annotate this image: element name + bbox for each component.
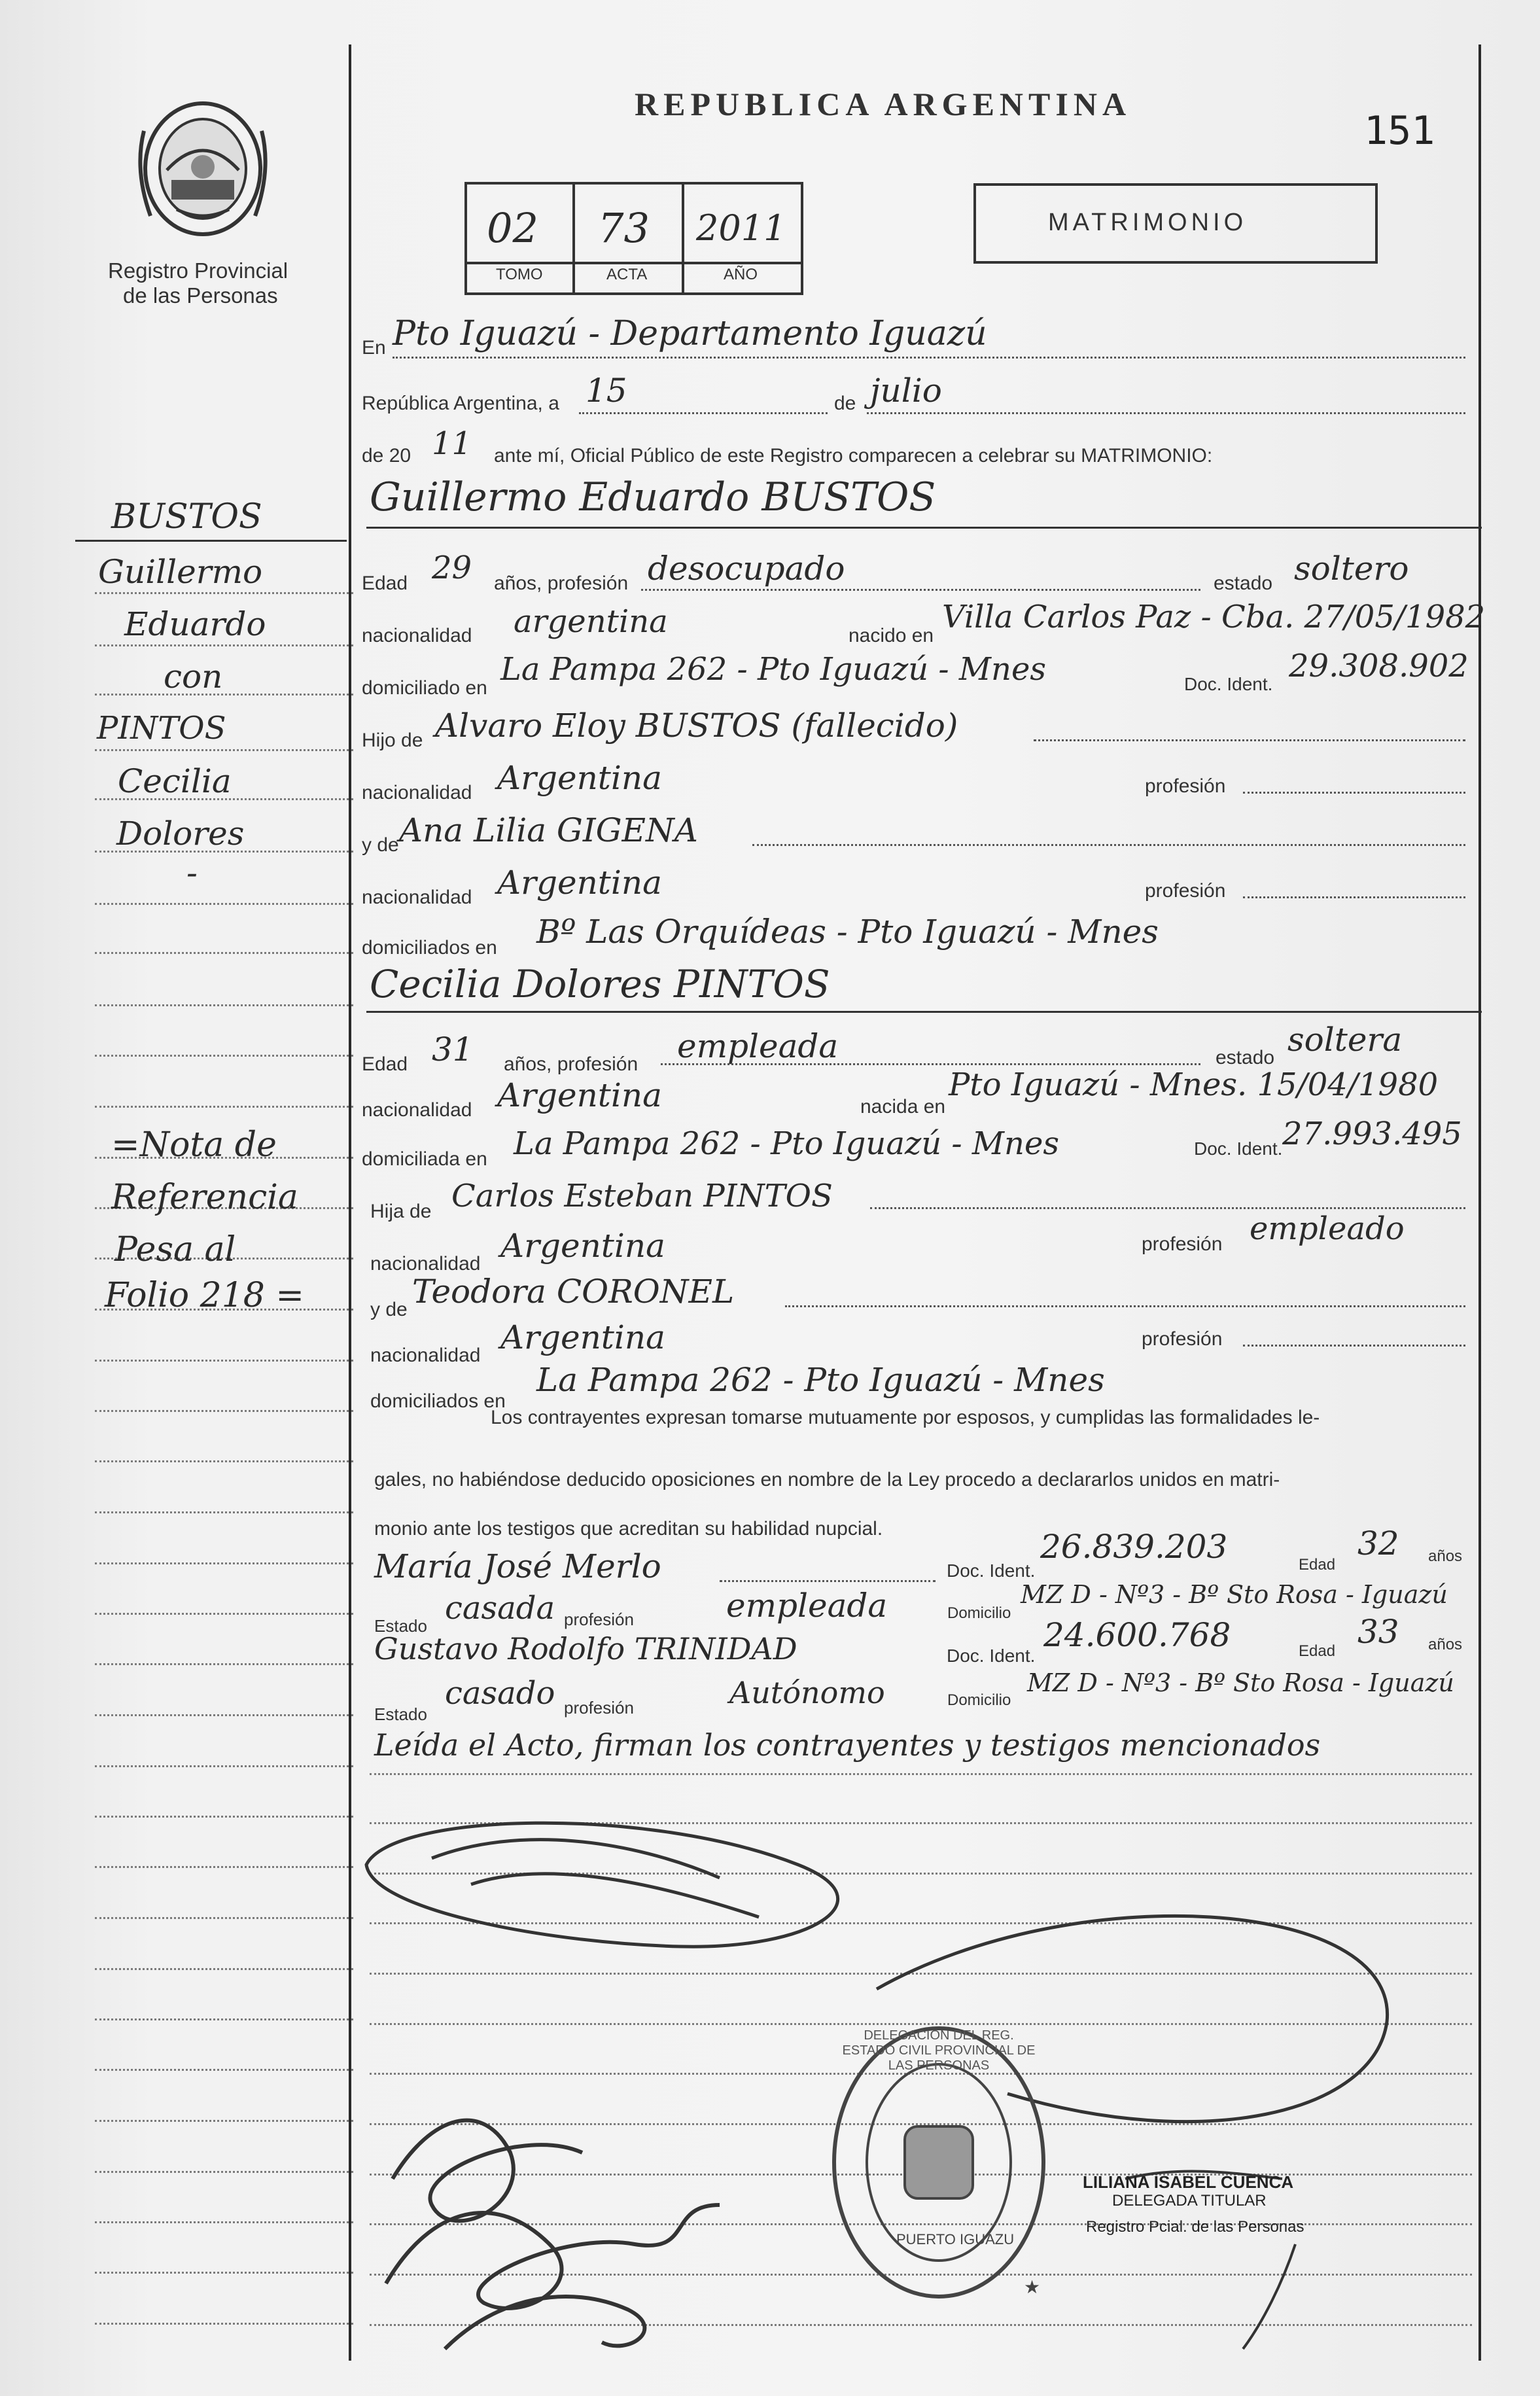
witness2-estado: casado [445,1675,555,1712]
bride-padre-nac: Argentina [500,1227,665,1265]
country-title: REPUBLICA ARGENTINA [635,86,1132,122]
witness1-anos: años [1428,1547,1463,1565]
groom-doc-label: Doc. Ident. [1184,674,1273,694]
groom-yde-label: y de [362,834,399,856]
de-label: de [834,393,856,414]
bride-padre-prof: empleado [1250,1210,1405,1247]
witness2-doc: 24.600.768 [1043,1616,1231,1654]
witness2-domicilio: MZ D - Nº3 - Bº Sto Rosa - Iguazú [1027,1668,1454,1697]
bride-edad: 31 [432,1031,474,1068]
bride-nacida-label: nacida en [860,1096,946,1118]
anio-label: AÑO [724,266,758,283]
formal-text-2: gales, no habiéndose deducido oposiciones en nombre de la Ley procedo a declararlos unidos en matri- [374,1469,1280,1490]
day-value: 15 [586,372,627,410]
witness1-edad: 32 [1357,1524,1399,1562]
witness1-doc-label: Doc. Ident. [947,1560,1036,1581]
folio-number: 151 [1364,108,1435,154]
groom-profesion: desocupado [648,550,845,588]
bride-anos-prof-label: años, profesión [504,1053,639,1075]
groom-estado-label: estado [1214,573,1273,594]
margin-con: con [164,658,223,696]
closing-text: Leída el Acto, firman los contrayentes y testigos mencionados [374,1727,1321,1763]
groom-madre: Ana Lilia GIGENA [399,811,698,849]
en-label: En [362,337,386,359]
act-reference-box [464,182,803,295]
bride-padres-dom: La Pampa 262 - Pto Iguazú - Mnes [536,1361,1105,1399]
bride-padre-prof-label: profesión [1142,1233,1223,1255]
witness2-edad: 33 [1357,1613,1399,1651]
groom-edad: 29 [432,550,472,586]
bride-dom-label: domiciliada en [362,1148,487,1170]
bride-madre: Teodora CORONEL [412,1273,735,1311]
svg-text:★: ★ [1024,2277,1041,2297]
bride-padre: Carlos Esteban PINTOS [451,1178,833,1214]
witness1-dom-label: Domicilio [947,1604,1011,1622]
witness2-prof: Autónomo [729,1675,885,1710]
margin-note-2: Referencia [111,1178,298,1217]
bride-padre-nac-label: nacionalidad [370,1253,481,1275]
bride-estado-label: estado [1216,1047,1275,1068]
year-suffix: 11 [432,425,472,462]
acta-value: 73 [598,204,650,252]
bride-nacida: Pto Iguazú - Mnes. 15/04/1980 [949,1066,1439,1103]
groom-domicilio: La Pampa 262 - Pto Iguazú - Mnes [500,651,1046,688]
bride-doc: 27.993.495 [1282,1116,1462,1152]
witness2-anos: años [1428,1636,1463,1653]
official-title: DELEGADA TITULAR [1112,2192,1267,2210]
bride-hija-label: Hija de [370,1201,432,1222]
formal-text-1: Los contrayentes expresan tomarse mutuamente por esposos, y cumplidas las formalidades le- [491,1407,1320,1428]
official-name: LILIANA ISABEL CUENCA [1083,2172,1294,2192]
acta-label: ACTA [606,266,648,283]
margin-surname-rule [75,540,347,542]
bride-yde-label: y de [370,1299,408,1320]
groom-anos-prof-label: años, profesión [494,573,629,594]
groom-nacido: Villa Carlos Paz - Cba. 27/05/1982 [942,599,1486,635]
witness1-doc: 26.839.203 [1040,1528,1228,1566]
witness2-prof-label: profesión [564,1698,634,1718]
groom-doms-label: domiciliados en [362,937,497,959]
groom-madre-nac-label: nacionalidad [362,887,472,908]
bride-domicilio: La Pampa 262 - Pto Iguazú - Mnes [514,1125,1059,1162]
groom-name: Guillermo Eduardo BUSTOS [370,474,936,520]
margin-note-4: Folio 218 = [105,1276,304,1315]
right-rule [1479,44,1481,2361]
anio-value: 2011 [696,207,786,249]
groom-edad-label: Edad [362,573,408,594]
groom-nac-label: nacionalidad [362,625,472,646]
bride-estado: soltera [1287,1021,1403,1059]
groom-padre-nac-label: nacionalidad [362,782,472,803]
bride-madre-nac: Argentina [500,1318,665,1356]
provincial-seal-icon [131,92,275,242]
margin-note-1: =Nota de [111,1125,277,1165]
groom-padres-dom: Bº Las Orquídeas - Pto Iguazú - Mnes [536,913,1159,951]
margin-name-2: Eduardo [124,605,266,643]
witness2-name: Gustavo Rodolfo TRINIDAD [374,1631,797,1666]
bride-madre-prof-label: profesión [1142,1328,1223,1350]
act-type-box [973,183,1378,264]
bride-edad-label: Edad [362,1053,408,1075]
bride-doms-label: domiciliados en [370,1390,506,1412]
margin-name-4: Dolores [116,815,245,853]
margin-name-3: Cecilia [118,762,232,800]
margin-rule [349,44,351,2361]
groom-padre-nac: Argentina [497,759,662,797]
bride-madre-nac-label: nacionalidad [370,1345,481,1366]
groom-padre: Alvaro Eloy BUSTOS (fallecido) [435,707,958,745]
de20-label: de 20 [362,445,411,467]
groom-estado: soltero [1294,550,1409,588]
margin-name-1: Guillermo [98,553,263,591]
official-office: Registro Pcial. de las Personas [1086,2218,1304,2236]
bride-nacionalidad: Argentina [497,1076,662,1114]
groom-doc: 29.308.902 [1289,648,1469,684]
stamp-ring-text: DELEGACION DEL REG. ESTADO CIVIL PROVINCIAL DE LAS PERSONAS [842,2028,1036,2073]
witness1-estado-label: Estado [374,1616,427,1636]
groom-nacionalidad: argentina [514,603,668,640]
margin-surname: BUSTOS [111,497,262,537]
groom-dom-label: domiciliado en [362,677,487,699]
registry-line-2: de las Personas [123,283,278,308]
groom-hijo-label: Hijo de [362,730,423,751]
bride-profesion: empleada [677,1027,839,1065]
witness2-dom-label: Domicilio [947,1691,1011,1709]
witness2-estado-label: Estado [374,1704,427,1724]
month-value: julio [870,372,942,410]
groom-madre-prof-label: profesión [1145,880,1226,902]
tomo-label: TOMO [496,266,543,283]
ante-text: ante mí, Oficial Público de este Registro comparecen a celebrar su MATRIMONIO: [494,445,1213,467]
bride-nac-label: nacionalidad [362,1099,472,1121]
witness1-domicilio: MZ D - Nº3 - Bº Sto Rosa - Iguazú [1021,1580,1448,1609]
witness2-edad-label: Edad [1299,1642,1336,1660]
formal-text-3: monio ante los testigos que acreditan su habilidad nupcial. [374,1518,883,1540]
place-value: Pto Iguazú - Departamento Iguazú [393,314,987,353]
groom-nacido-label: nacido en [849,625,934,646]
witness1-estado: casada [445,1590,555,1627]
tomo-value: 02 [487,204,538,252]
margin-surname-2: PINTOS [97,710,226,747]
bride-doc-label: Doc. Ident. [1194,1138,1283,1159]
witness1-prof-label: profesión [564,1610,634,1629]
stamp-center-text: PUERTO IGUAZU [896,2231,1015,2247]
act-type-label: MATRIMONIO [1048,209,1248,236]
witness1-prof: empleada [726,1587,888,1625]
margin-note-3: Pesa al [114,1230,236,1269]
groom-madre-nac: Argentina [497,864,662,902]
witness2-doc-label: Doc. Ident. [947,1646,1036,1666]
margin-dash: - [186,854,198,892]
witness1-name: María José Merlo [374,1547,661,1585]
witness1-edad-label: Edad [1299,1556,1336,1574]
groom-padre-prof-label: profesión [1145,775,1226,797]
registry-line-1: Registro Provincial [108,258,289,283]
republica-label: República Argentina, a [362,393,559,414]
bride-name: Cecilia Dolores PINTOS [370,962,830,1006]
